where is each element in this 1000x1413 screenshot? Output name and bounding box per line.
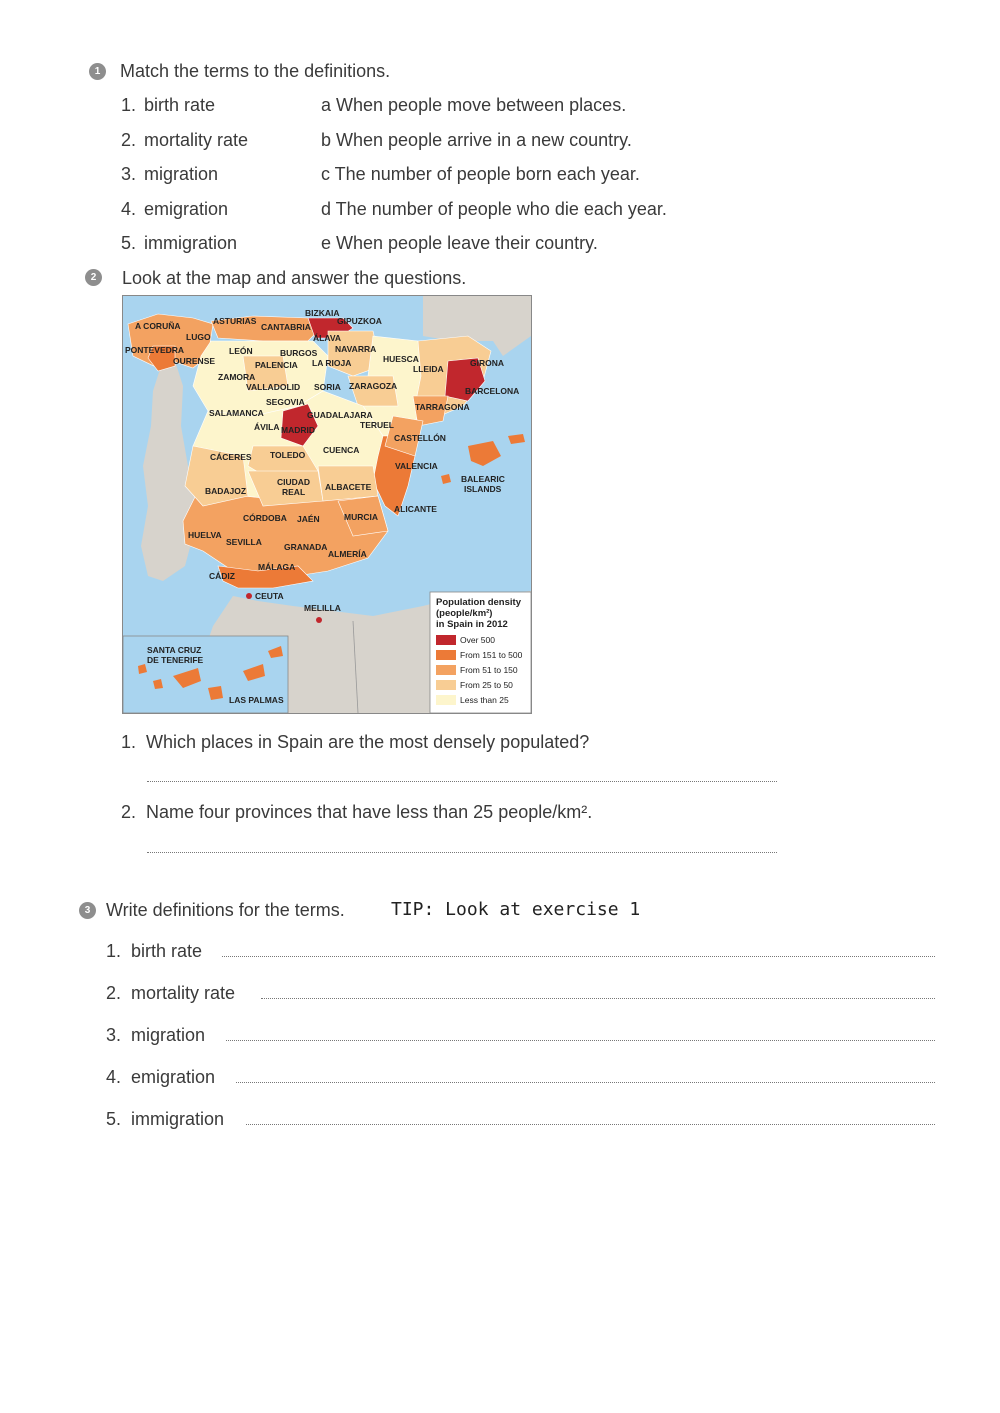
- legend-swatch-151-500: [436, 650, 456, 660]
- label-barcelona: BARCELONA: [465, 386, 520, 396]
- label-murcia: MURCIA: [344, 512, 378, 522]
- ex3-answer-line-3[interactable]: [226, 1040, 935, 1041]
- label-cadiz: CÁDIZ: [209, 571, 235, 581]
- label-huesca: HUESCA: [383, 354, 419, 364]
- ex3-term-number: 3.: [106, 1025, 122, 1045]
- label-huelva: HUELVA: [188, 530, 222, 540]
- ex3-term: mortality rate: [131, 983, 236, 1003]
- label-guadalajara: GUADALAJARA: [307, 410, 373, 420]
- legend-item-25-50: From 25 to 50: [460, 680, 513, 690]
- ex1-term-number: 3.: [121, 164, 137, 184]
- exercise-3-tip: TIP: Look at exercise 1: [391, 899, 641, 920]
- ex2-answer-line-1[interactable]: [147, 781, 777, 782]
- label-ourense: OURENSE: [173, 356, 216, 366]
- ex3-answer-line-4[interactable]: [236, 1082, 935, 1083]
- label-sevilla: SEVILLA: [226, 537, 262, 547]
- label-girona: GIRONA: [470, 358, 504, 368]
- ex1-definition-e: e When people leave their country.: [321, 233, 598, 253]
- label-tarragona: TARRAGONA: [415, 402, 470, 412]
- ex1-definition-d: d The number of people who die each year.: [321, 199, 667, 219]
- legend-title-3: in Spain in 2012: [436, 619, 508, 630]
- legend-swatch-over-500: [436, 635, 456, 645]
- ex3-term-number: 1.: [106, 941, 122, 961]
- label-bizkaia: BIZKAIA: [305, 308, 340, 318]
- map-legend: [430, 592, 531, 713]
- label-soria: SORIA: [314, 382, 341, 392]
- label-palencia: PALENCIA: [255, 360, 298, 370]
- ex1-term: birth rate: [144, 95, 216, 115]
- label-granada: GRANADA: [284, 542, 328, 552]
- ex3-term: migration: [131, 1025, 206, 1045]
- label-zamora: ZAMORA: [218, 372, 256, 382]
- ex1-definition-b: b When people arrive in a new country.: [321, 130, 632, 150]
- exercise-3-number-badge: 3: [79, 902, 96, 919]
- label-a-coruna: A CORUÑA: [135, 321, 181, 331]
- label-ceuta: CEUTA: [255, 591, 284, 601]
- ex3-term: immigration: [131, 1109, 225, 1129]
- label-malaga: MÁLAGA: [258, 562, 296, 572]
- ex3-term-number: 4.: [106, 1067, 122, 1087]
- label-segovia: SEGOVIA: [266, 397, 305, 407]
- ex1-term: migration: [144, 164, 219, 184]
- label-jaen: JAÉN: [297, 514, 320, 524]
- label-ciudad: CIUDAD: [277, 477, 311, 487]
- label-avila: ÁVILA: [254, 422, 280, 432]
- mallorca-island: [468, 441, 501, 466]
- exercise-3-instruction: Write definitions for the terms.: [106, 900, 345, 920]
- label-balearic-islands: ISLANDS: [464, 484, 502, 494]
- label-burgos: BURGOS: [280, 348, 318, 358]
- ex1-term: emigration: [144, 199, 229, 219]
- ex2-answer-line-2[interactable]: [147, 852, 777, 853]
- label-cantabria: CANTABRIA: [261, 322, 311, 332]
- label-pontevedra: PONTEVEDRA: [125, 345, 185, 355]
- menorca-island: [508, 434, 525, 444]
- ex1-term: immigration: [144, 233, 238, 253]
- spain-population-density-map: [122, 295, 532, 714]
- map-svg: [123, 296, 531, 713]
- label-lleida: LLEIDA: [413, 364, 444, 374]
- legend-item-51-150: From 51 to 150: [460, 665, 518, 675]
- ex3-answer-line-5[interactable]: [246, 1124, 935, 1125]
- ex1-term-number: 4.: [121, 199, 137, 219]
- label-alicante: ALICANTE: [394, 504, 437, 514]
- label-teruel: TERUEL: [360, 420, 394, 430]
- label-badajoz: BADAJOZ: [205, 486, 247, 496]
- exercise-1-number-badge: 1: [89, 63, 106, 80]
- label-toledo: TOLEDO: [270, 450, 306, 460]
- ex3-term: birth rate: [131, 941, 203, 961]
- label-cordoba: CÓRDOBA: [243, 513, 287, 523]
- legend-swatch-25-50: [436, 680, 456, 690]
- ex1-definition-c: c The number of people born each year.: [321, 164, 640, 184]
- legend-swatch-51-150: [436, 665, 456, 675]
- label-madrid: MADRID: [281, 425, 315, 435]
- label-albacete: ALBACETE: [325, 482, 372, 492]
- legend-item-over-500: Over 500: [460, 635, 495, 645]
- ceuta-dot: [246, 593, 252, 599]
- melilla-dot: [316, 617, 322, 623]
- label-melilla: MELILLA: [304, 603, 341, 613]
- ex1-term-number: 5.: [121, 233, 137, 253]
- ex3-answer-line-1[interactable]: [222, 956, 935, 957]
- label-santa-cruz: SANTA CRUZ: [147, 645, 202, 655]
- label-salamanca: SALAMANCA: [209, 408, 264, 418]
- label-gipuzkoa: GIPUZKOA: [337, 316, 382, 326]
- label-valencia: VALENCIA: [395, 461, 438, 471]
- ex3-answer-line-2[interactable]: [261, 998, 935, 999]
- label-castellon: CASTELLÓN: [394, 433, 446, 443]
- ex2-question-number: 2.: [121, 802, 137, 822]
- label-alava: ÁLAVA: [313, 333, 342, 343]
- label-la-rioja: LA RIOJA: [312, 358, 352, 368]
- ex1-term-number: 1.: [121, 95, 137, 115]
- legend-swatch-under-25: [436, 695, 456, 705]
- ex2-question-2: Name four provinces that have less than 25 people/km².: [146, 802, 593, 822]
- label-leon: LEÓN: [229, 346, 253, 356]
- exercise-2-number-badge: 2: [85, 269, 102, 286]
- label-las-palmas: LAS PALMAS: [229, 695, 284, 705]
- label-almeria: ALMERÍA: [328, 549, 367, 559]
- ex3-term: emigration: [131, 1067, 216, 1087]
- exercise-1-instruction: Match the terms to the definitions.: [120, 61, 391, 81]
- label-caceres: CÁCERES: [210, 452, 252, 462]
- ibiza-island: [441, 474, 451, 484]
- label-navarra: NAVARRA: [335, 344, 377, 354]
- ex1-term: mortality rate: [144, 130, 249, 150]
- exercise-2-instruction: Look at the map and answer the questions.: [122, 268, 467, 288]
- label-de-tenerife: DE TENERIFE: [147, 655, 204, 665]
- label-ciudad-real: REAL: [282, 487, 306, 497]
- ex2-question-1: Which places in Spain are the most densely populated?: [146, 732, 590, 752]
- legend-title-2: (people/km²): [436, 608, 493, 619]
- label-cuenca: CUENCA: [323, 445, 360, 455]
- label-valladolid: VALLADOLID: [246, 382, 301, 392]
- label-asturias: ASTURIAS: [213, 316, 257, 326]
- ex3-term-number: 5.: [106, 1109, 122, 1129]
- ex2-question-number: 1.: [121, 732, 137, 752]
- legend-title-1: Population density: [436, 597, 521, 608]
- ex1-definition-a: a When people move between places.: [321, 95, 627, 115]
- legend-item-under-25: Less than 25: [460, 695, 509, 705]
- ex3-term-number: 2.: [106, 983, 122, 1003]
- label-balearic: BALEARIC: [461, 474, 505, 484]
- label-lugo: LUGO: [186, 332, 211, 342]
- label-zaragoza: ZARAGOZA: [349, 381, 398, 391]
- ex1-term-number: 2.: [121, 130, 137, 150]
- legend-item-151-500: From 151 to 500: [460, 650, 523, 660]
